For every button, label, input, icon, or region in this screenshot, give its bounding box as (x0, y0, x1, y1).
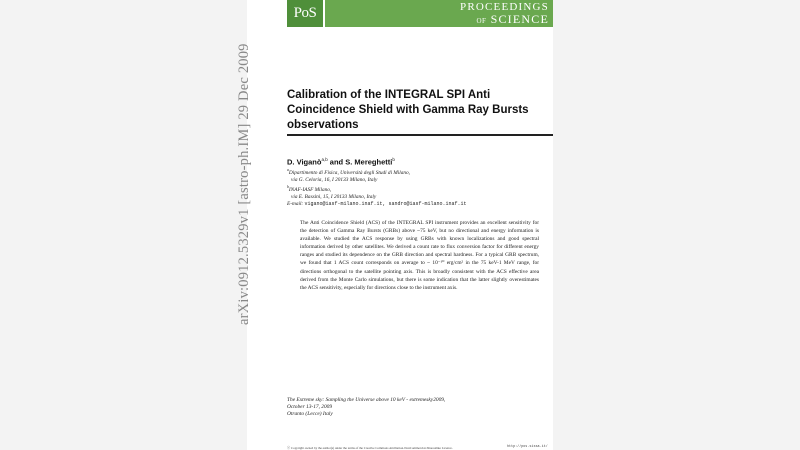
conference-info (287, 397, 527, 419)
affiliations (287, 167, 549, 209)
affiliation-line: $^a$Dipartimento di Fisica, Università degli Studi di Milano, (287, 168, 410, 176)
author-and: and (327, 157, 346, 167)
paper-title: Calibration of the INTEGRAL SPI Anti Coincidence Shield with Gamma Ray Bursts observations (287, 89, 529, 131)
pos-url[interactable]: http://pos.sissa.it/ (507, 445, 548, 449)
title-rule (287, 134, 553, 136)
affiliation-line: $^b$INAF-IASF Milano, (287, 185, 332, 193)
document-page (247, 0, 553, 450)
banner-line-1: PROCEEDINGS (460, 1, 549, 13)
conference-line: Otranto (Lecce) Italy (287, 411, 333, 418)
left-margin (0, 0, 247, 450)
author-1: D. Viganò (287, 157, 322, 167)
email-addresses[interactable]: vigano@iasf-milano.inaf.it, sandro@iasf-milano.inaf.it (304, 201, 467, 208)
conference-line: October 13-17, 2009 (287, 404, 333, 411)
arxiv-stamp: arXiv:0912.5329v1 [astro-ph.IM] 29 Dec 2009 (236, 43, 252, 325)
abstract: The Anti Coincidence Shield (ACS) of the INTEGRAL SPI instrument provides an excellent sensitivity for the detection of Gamma Ray Bursts (GRBs) above ~75 keV, but no directional and energy information is available. We studied the ACS response by using GRBs with known localizations and good spectral information derived by other satellites. We derived a count rate to flux conversion factor for different energy ranges and studied its dependence on the GRB direction and spectral hardness. For a typical GRB spectrum, we found that 1 ACS count corresponds on average to ~ 10⁻¹⁰ erg/cm² in the 75 keV-1 MeV range, for directions orthogonal to the satellite pointing axis. This is broadly consistent with the ACS effective area derived from the Monte Carlo simulations, but there is some indication that the latter slightly overestimates the ACS sensitivity, especially for directions close to the instrument axis. (300, 220, 539, 291)
author-2: S. Mereghetti (345, 157, 393, 167)
license-footer: ⓒ Copyright owned by the author(s) under the terms of the Creative Commons Attribution-NonCommercial-ShareAlike Licence. (287, 446, 453, 450)
pos-logo: PoS (287, 0, 323, 27)
banner-of: OF (476, 17, 487, 25)
banner-line-2 (476, 12, 549, 27)
author-line (287, 157, 395, 167)
affiliation-line: via E. Bassini, 15, I 20133 Milano, Italy (291, 194, 377, 201)
right-margin (553, 0, 800, 450)
affiliation-line: via G. Celoria, 16, I 20133 Milano, Italy (291, 176, 378, 183)
banner-science: SCIENCE (490, 12, 549, 26)
email-label: E-mail: (287, 201, 304, 208)
author-1-affil: a,b (321, 157, 328, 162)
conference-line: The Extreme sky: Sampling the Universe above 10 keV - extremesky2009, (287, 397, 446, 403)
proceedings-banner (325, 0, 553, 27)
author-2-affil: b (392, 157, 395, 162)
email-line (287, 201, 549, 208)
